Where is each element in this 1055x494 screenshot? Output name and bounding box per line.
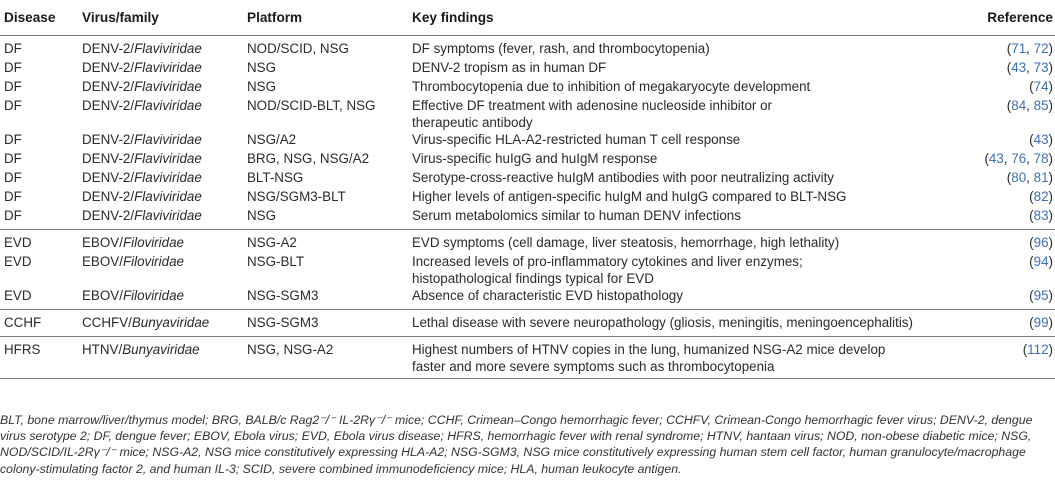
cell-virus-family: [78, 36, 243, 60]
virus-name: DENV-2/: [82, 189, 135, 204]
virus-name: DENV-2/: [82, 151, 135, 166]
finding-line: Serotype-cross-reactive huIgM antibodies with poor neutralizing activity: [412, 170, 835, 185]
family-name: Flaviviridae: [134, 98, 202, 113]
cell-disease: DF: [4, 41, 22, 56]
finding-line: DENV-2 tropism as in human DF: [412, 60, 607, 75]
cell-platform: NSG/SGM3-BLT: [247, 189, 346, 204]
cell-key-findings: [408, 97, 953, 131]
cell-platform: BLT-NSG: [247, 170, 304, 185]
header-virus-family: Virus/family: [78, 4, 243, 36]
virus-name: DENV-2/: [82, 170, 135, 185]
reference-link[interactable]: 43: [1033, 132, 1049, 147]
family-name: Flaviviridae: [134, 189, 202, 204]
reference-link[interactable]: 80: [1011, 170, 1027, 185]
cell-virus-family: [78, 337, 243, 379]
finding-line: faster and more severe symptoms such as thrombocytopenia: [412, 359, 775, 374]
cell-virus-family: [78, 253, 243, 287]
virus-name: DENV-2/: [82, 98, 135, 113]
cell-disease: EVD: [0, 230, 78, 254]
cell-key-findings: [408, 169, 953, 188]
ref-sep: ,: [1026, 60, 1034, 75]
finding-line: Virus-specific HLA-A2-restricted human T cell response: [412, 132, 741, 147]
ref-paren: (: [1006, 170, 1012, 185]
cell-key-findings: [408, 337, 953, 379]
ref-paren: ): [1048, 132, 1053, 147]
virus-name: DENV-2/: [82, 79, 135, 94]
reference-link[interactable]: 74: [1033, 79, 1049, 94]
cell-platform: NSG, NSG-A2: [243, 337, 408, 379]
ref-paren: (: [1029, 79, 1034, 94]
cell-disease: DF: [4, 208, 22, 223]
ref-paren: ): [1048, 189, 1053, 204]
table-row: [0, 337, 1055, 379]
table-row: [0, 230, 1055, 254]
cell-platform: NSG-SGM3: [243, 310, 408, 337]
finding-line: Serum metabolomics similar to human DENV infections: [412, 208, 741, 223]
virus-name: DENV-2/: [82, 208, 135, 223]
cell-virus-family: [78, 207, 243, 230]
finding-line: Virus-specific huIgG and huIgM response: [412, 151, 658, 166]
reference-link[interactable]: 112: [1027, 342, 1049, 357]
finding-line: DF symptoms (fever, rash, and thrombocytopenia): [412, 41, 710, 56]
reference-link[interactable]: 95: [1033, 288, 1049, 303]
ref-paren: ): [1048, 288, 1053, 303]
ref-paren: (: [1029, 254, 1034, 269]
cell-disease: DF: [4, 170, 22, 185]
ref-paren: (: [984, 151, 989, 166]
ref-paren: ): [1048, 151, 1053, 166]
family-name: Flaviviridae: [134, 151, 202, 166]
cell-key-findings: [408, 253, 953, 287]
ref-paren: ): [1048, 79, 1053, 94]
virus-name: EBOV/: [82, 288, 123, 303]
cell-virus-family: [78, 150, 243, 169]
cell-virus-family: [78, 188, 243, 207]
cell-disease: DF: [4, 189, 22, 204]
cell-virus-family: [78, 169, 243, 188]
reference-link[interactable]: 73: [1033, 60, 1049, 75]
cell-virus-family: [78, 78, 243, 97]
cell-reference: [953, 287, 1055, 310]
ref-sep: ,: [1026, 151, 1034, 166]
cell-reference: [953, 131, 1055, 150]
cell-key-findings: [408, 188, 953, 207]
virus-name: HTNV/: [82, 342, 123, 357]
header-platform: Platform: [243, 4, 408, 36]
cell-disease: CCHF: [0, 310, 78, 337]
finding-line: Absence of characteristic EVD histopathology: [412, 288, 683, 303]
table-row: [0, 169, 1055, 188]
cell-platform: NSG/A2: [247, 132, 297, 147]
cell-platform: NOD/SCID-BLT, NSG: [247, 98, 376, 113]
reference-link[interactable]: 96: [1033, 235, 1049, 250]
cell-reference: [953, 150, 1055, 169]
cell-disease: EVD: [4, 254, 32, 269]
virus-name: EBOV/: [82, 254, 123, 269]
reference-link[interactable]: 76: [1011, 151, 1027, 166]
cell-disease: EVD: [4, 288, 32, 303]
cell-virus-family: [78, 131, 243, 150]
family-name: Flaviviridae: [134, 170, 202, 185]
table-row: [0, 59, 1055, 78]
ref-paren: (: [1006, 41, 1012, 56]
finding-line: Increased levels of pro-inflammatory cytokines and liver enzymes;: [412, 254, 803, 269]
family-name: Filoviridae: [122, 235, 184, 250]
ref-paren: ): [1048, 342, 1053, 357]
cell-virus-family: [78, 230, 243, 254]
header-reference: Reference: [953, 4, 1055, 36]
ref-paren: ): [1048, 254, 1053, 269]
finding-line: therapeutic antibody: [412, 115, 533, 130]
cell-virus-family: [78, 97, 243, 131]
finding-line: Thrombocytopenia due to inhibition of megakaryocyte development: [412, 79, 811, 94]
header-disease: Disease: [0, 4, 78, 36]
table-row: [0, 253, 1055, 287]
cell-disease: DF: [4, 60, 22, 75]
finding-line: EVD symptoms (cell damage, liver steatosis, hemorrhage, high lethality): [412, 235, 840, 250]
reference-link[interactable]: 43: [988, 151, 1004, 166]
cell-reference: [953, 78, 1055, 97]
finding-line: Lethal disease with severe neuropathology (gliosis, meningitis, meningoencephalitis): [412, 315, 913, 330]
cell-key-findings: [408, 59, 953, 78]
table-row: [0, 78, 1055, 97]
ref-sep: ,: [1003, 151, 1012, 166]
cell-platform: NSG-BLT: [247, 254, 305, 269]
cell-platform: NSG-SGM3: [247, 288, 319, 303]
reference-link[interactable]: 82: [1033, 189, 1049, 204]
reference-link[interactable]: 94: [1033, 254, 1049, 269]
cell-platform: BRG, NSG, NSG/A2: [247, 151, 370, 166]
table-footnote: BLT, bone marrow/liver/thymus model; BRG, BALB/c Rag2⁻/⁻ IL-2Rγ⁻/⁻ mice; CCHF, Crimean–Congo hemorrhagic fever; CCHFV, Crimean-Congo hemorrhagic fever virus; DENV-2, dengue virus serotype 2; DF, dengue fever; EBOV, Ebola virus; EVD, Ebola virus disease; HFRS, hemorrhagic fever with renal syndrome; HTNV, hantaan virus; NOD, non-obese diabetic mice; NSG, NOD/SCID/IL-2Rγ⁻/⁻ mice; NSG-A2, NSG mice constitutively expressing HLA-A2; NSG-SGM3, NSG mice constitutively expressing human stem cell factor, human granulocyte/macrophage colony-stimulating factor 2, and human IL-3; SCID, severe combined immunodeficiency mice; HLA, human leukocyte antigen.: [0, 413, 1033, 476]
virus-name: DENV-2/: [82, 60, 135, 75]
table-row: [0, 150, 1055, 169]
cell-key-findings: [408, 207, 953, 230]
reference-link[interactable]: 43: [1011, 60, 1027, 75]
ref-paren: ): [1048, 170, 1053, 185]
reference-link[interactable]: 78: [1033, 151, 1049, 166]
cell-key-findings: [408, 310, 953, 337]
cell-platform: NOD/SCID, NSG: [247, 41, 349, 56]
cell-reference: [953, 230, 1055, 254]
cell-disease: DF: [4, 151, 22, 166]
cell-reference: [953, 36, 1055, 60]
cell-disease: DF: [4, 132, 22, 147]
virus-name: DENV-2/: [82, 41, 135, 56]
header-row: [0, 4, 1055, 36]
ref-paren: ): [1048, 98, 1053, 113]
table-body: [0, 36, 1055, 379]
reference-link[interactable]: 83: [1033, 208, 1049, 223]
cell-disease: HFRS: [0, 337, 78, 379]
cell-key-findings: [408, 150, 953, 169]
family-name: Bunyaviridae: [122, 342, 200, 357]
cell-reference: [953, 169, 1055, 188]
data-table: [0, 4, 1055, 379]
ref-paren: (: [1006, 60, 1012, 75]
family-name: Bunyaviridae: [131, 315, 210, 330]
finding-line: Highest numbers of HTNV copies in the lung, humanized NSG-A2 mice develop: [412, 342, 886, 357]
cell-disease: DF: [4, 98, 22, 113]
table-row: [0, 97, 1055, 131]
ref-sep: ,: [1026, 170, 1034, 185]
cell-key-findings: [408, 78, 953, 97]
cell-key-findings: [408, 287, 953, 310]
family-name: Filoviridae: [122, 254, 184, 269]
cell-virus-family: [78, 287, 243, 310]
ref-paren: (: [1029, 315, 1034, 330]
cell-platform: NSG: [247, 60, 277, 75]
finding-line: Effective DF treatment with adenosine nucleoside inhibitor or: [412, 98, 773, 113]
ref-paren: (: [1029, 235, 1034, 250]
cell-key-findings: [408, 36, 953, 60]
cell-reference: [953, 253, 1055, 287]
reference-link[interactable]: 81: [1033, 170, 1049, 185]
ref-paren: (: [1022, 342, 1028, 357]
reference-link[interactable]: 72: [1033, 41, 1049, 56]
cell-virus-family: [78, 310, 243, 337]
ref-paren: ): [1048, 208, 1053, 223]
ref-paren: (: [1029, 189, 1034, 204]
reference-link[interactable]: 99: [1033, 315, 1049, 330]
cell-reference: [953, 97, 1055, 131]
cell-reference: [953, 337, 1055, 379]
cell-key-findings: [408, 131, 953, 150]
cell-platform: NSG: [247, 208, 277, 223]
family-name: Flaviviridae: [134, 132, 202, 147]
ref-sep: ,: [1026, 98, 1034, 113]
table-row: [0, 188, 1055, 207]
ref-paren: ): [1048, 235, 1053, 250]
cell-reference: [953, 188, 1055, 207]
ref-paren: ): [1048, 315, 1053, 330]
cell-disease: DF: [4, 79, 22, 94]
family-name: Filoviridae: [122, 288, 184, 303]
table-row: [0, 310, 1055, 337]
family-name: Flaviviridae: [134, 41, 202, 56]
finding-line: Higher levels of antigen-specific huIgM and huIgG compared to BLT-NSG: [412, 189, 847, 204]
cell-reference: [953, 207, 1055, 230]
cell-platform: NSG-A2: [243, 230, 408, 254]
ref-sep: ,: [1026, 41, 1034, 56]
table-row: [0, 131, 1055, 150]
table-row: [0, 207, 1055, 230]
cell-reference: [953, 59, 1055, 78]
ref-paren: (: [1029, 288, 1034, 303]
virus-name: DENV-2/: [82, 132, 135, 147]
cell-key-findings: [408, 230, 953, 254]
cell-platform: NSG: [247, 79, 277, 94]
cell-reference: [953, 310, 1055, 337]
ref-paren: (: [1029, 208, 1034, 223]
reference-link[interactable]: 71: [1011, 41, 1027, 56]
finding-line: histopathological findings typical for EVD: [412, 271, 654, 286]
family-name: Flaviviridae: [134, 79, 202, 94]
ref-paren: ): [1048, 41, 1053, 56]
table-row: [0, 36, 1055, 60]
family-name: Flaviviridae: [134, 208, 202, 223]
ref-paren: (: [1006, 98, 1012, 113]
cell-virus-family: [78, 59, 243, 78]
ref-paren: ): [1048, 60, 1053, 75]
reference-link[interactable]: 85: [1033, 98, 1049, 113]
ref-paren: (: [1029, 132, 1034, 147]
virus-name: CCHFV/: [82, 315, 132, 330]
table-row: [0, 287, 1055, 310]
family-name: Flaviviridae: [134, 60, 202, 75]
header-key-findings: Key findings: [408, 4, 953, 36]
reference-link[interactable]: 84: [1011, 98, 1027, 113]
virus-name: EBOV/: [82, 235, 123, 250]
